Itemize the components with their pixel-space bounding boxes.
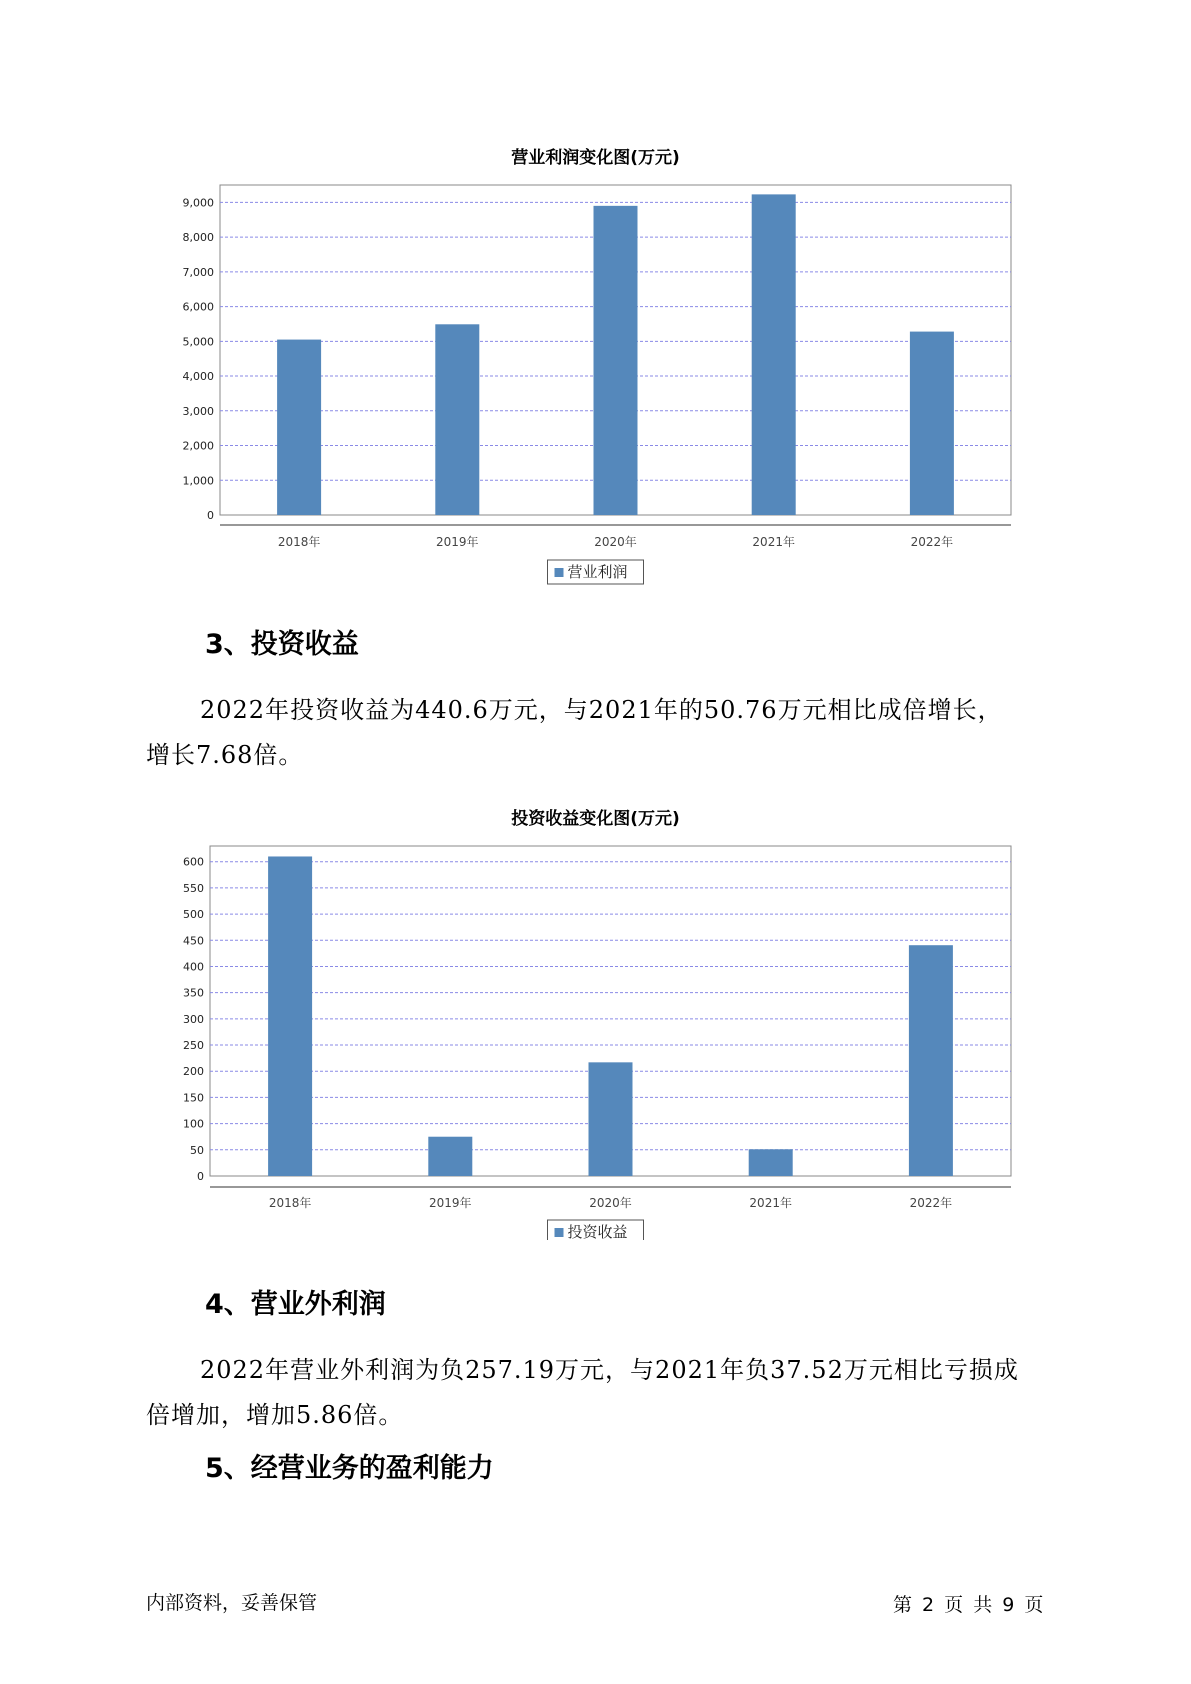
chart1-title: 营业利润变化图(万元) bbox=[511, 148, 680, 168]
y-tick-label: 0 bbox=[197, 1170, 204, 1183]
bar-2022年 bbox=[909, 945, 953, 1176]
section-3-heading: 3、投资收益 bbox=[205, 629, 359, 660]
y-tick-label: 3,000 bbox=[182, 404, 214, 418]
y-tick-label: 200 bbox=[183, 1065, 204, 1079]
operating-profit-chart bbox=[0, 160, 1191, 590]
x-tick-label: 2018年 bbox=[268, 1196, 312, 1210]
y-tick-label: 7,000 bbox=[182, 265, 214, 279]
x-tick-label: 2019年 bbox=[436, 535, 479, 549]
y-tick-label: 50 bbox=[190, 1143, 204, 1157]
x-tick-label: 2020年 bbox=[589, 1196, 632, 1210]
y-tick-label: 400 bbox=[183, 960, 204, 974]
section-4-paragraph-line2: 倍增加，增加5.86倍。 bbox=[146, 1401, 404, 1429]
x-tick-label: 2022年 bbox=[910, 535, 954, 549]
x-tick-label: 2020年 bbox=[594, 535, 637, 549]
section-5-heading: 5、经营业务的盈利能力 bbox=[205, 1453, 494, 1484]
y-tick-label: 500 bbox=[183, 908, 204, 922]
y-tick-label: 0 bbox=[207, 509, 214, 522]
bar-2019年 bbox=[428, 1137, 472, 1176]
bar-2021年 bbox=[749, 1149, 793, 1176]
investment-income-chart bbox=[0, 820, 1191, 1240]
section-3-paragraph-line2: 增长7.68倍。 bbox=[146, 741, 304, 769]
y-tick-label: 600 bbox=[183, 855, 204, 869]
y-tick-label: 6,000 bbox=[182, 300, 214, 314]
bar-2020年 bbox=[589, 1062, 633, 1176]
section-3-paragraph-line1: 2022年投资收益为440.6万元，与2021年的50.76万元相比成倍增长， bbox=[200, 696, 1003, 724]
bar-2018年 bbox=[268, 856, 312, 1176]
x-tick-label: 2021年 bbox=[752, 535, 795, 549]
y-tick-label: 150 bbox=[183, 1091, 204, 1105]
legend-swatch bbox=[555, 568, 564, 577]
y-tick-label: 4,000 bbox=[182, 370, 214, 384]
legend bbox=[548, 560, 644, 584]
x-tick-label: 2021年 bbox=[749, 1196, 792, 1210]
bar-2019年 bbox=[435, 324, 479, 515]
y-tick-label: 300 bbox=[183, 1012, 204, 1026]
x-tick-label: 2018年 bbox=[277, 535, 321, 549]
y-tick-label: 5,000 bbox=[182, 335, 214, 349]
section-4-paragraph-line1: 2022年营业外利润为负257.19万元，与2021年负37.52万元相比亏损成 bbox=[200, 1356, 1019, 1384]
bar-2020年 bbox=[594, 206, 638, 515]
legend-label: 投资收益 bbox=[567, 1223, 628, 1240]
y-tick-label: 2,000 bbox=[182, 439, 214, 453]
chart2-title: 投资收益变化图(万元) bbox=[511, 809, 680, 829]
y-tick-label: 1,000 bbox=[182, 474, 214, 488]
bar-2021年 bbox=[752, 194, 796, 515]
y-tick-label: 350 bbox=[183, 986, 204, 1000]
legend bbox=[548, 1220, 644, 1240]
footer-confidential-note: 内部资料，妥善保管 bbox=[146, 1592, 318, 1614]
y-tick-label: 450 bbox=[183, 934, 204, 948]
y-tick-label: 8,000 bbox=[182, 231, 214, 245]
y-tick-label: 9,000 bbox=[182, 196, 214, 210]
y-tick-label: 550 bbox=[183, 881, 204, 895]
x-tick-label: 2019年 bbox=[429, 1196, 472, 1210]
footer-page-number: 第 2 页 共 9 页 bbox=[893, 1594, 1044, 1616]
section-4-heading: 4、营业外利润 bbox=[205, 1289, 386, 1320]
legend-label: 营业利润 bbox=[567, 563, 628, 581]
y-tick-label: 100 bbox=[183, 1117, 204, 1131]
bar-2018年 bbox=[277, 340, 321, 515]
x-tick-label: 2022年 bbox=[909, 1196, 953, 1210]
y-tick-label: 250 bbox=[183, 1039, 204, 1053]
legend-swatch bbox=[555, 1228, 564, 1237]
bar-2022年 bbox=[910, 332, 954, 515]
